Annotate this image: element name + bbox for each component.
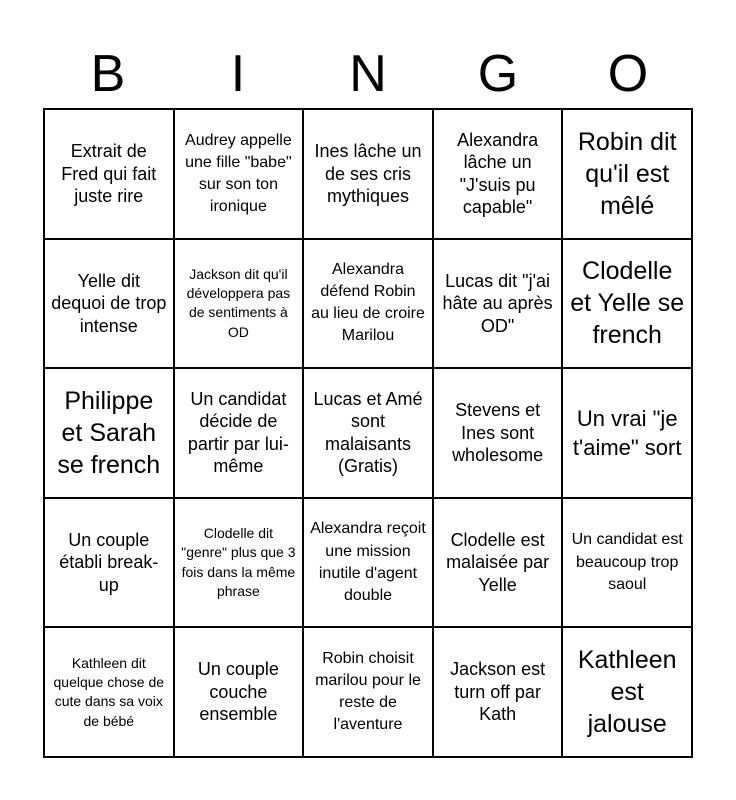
- bingo-header: [43, 40, 693, 108]
- cell-text: Alexandra reçoit une mission inutile d'agent double: [310, 520, 426, 604]
- bingo-cell-r4c4[interactable]: [433, 498, 563, 628]
- bingo-cell-r1c4[interactable]: [433, 109, 563, 239]
- cell-text: Robin dit qu'il est mêlé: [577, 127, 677, 220]
- cell-text: Un candidat décide de partir par lui-même: [187, 388, 289, 477]
- bingo-cell-r5c4[interactable]: [433, 627, 563, 757]
- cell-text: Clodelle dit "genre" plus que 3 fois dans la même phrase: [181, 524, 296, 599]
- bingo-cell-r4c1[interactable]: [44, 498, 174, 628]
- header-letter-n: N: [349, 45, 387, 103]
- cell-text: Jackson est turn off par Kath: [450, 659, 546, 725]
- cell-text: Stevens et Ines sont wholesome: [452, 400, 544, 466]
- bingo-cell-r3c2[interactable]: [174, 368, 304, 498]
- bingo-cell-r5c3[interactable]: [303, 627, 433, 757]
- cell-text: Alexandra lâche un "J'suis pu capable": [457, 129, 539, 218]
- cell-text: Extrait de Fred qui fait juste rire: [61, 141, 157, 207]
- header-letter-o: O: [607, 45, 649, 103]
- cell-text: Un couple couche ensemble: [197, 659, 279, 725]
- cell-text: Lucas dit "j'ai hâte au après OD": [442, 270, 553, 336]
- bingo-cell-r2c1[interactable]: [44, 239, 174, 369]
- cell-text: Robin choisit marilou pour le reste de l'aventure: [315, 650, 421, 734]
- cell-text: Un couple établi break-up: [59, 529, 159, 595]
- bingo-cell-r5c5[interactable]: [562, 627, 692, 757]
- bingo-cell-r1c2[interactable]: [174, 109, 304, 239]
- cell-text: Kathleen est jalouse: [577, 646, 677, 739]
- cell-text: Alexandra défend Robin au lieu de croire Marilou: [311, 261, 425, 345]
- bingo-cell-r4c2[interactable]: [174, 498, 304, 628]
- bingo-cell-r2c3[interactable]: [303, 239, 433, 369]
- bingo-cell-r5c1[interactable]: [44, 627, 174, 757]
- bingo-cell-r3c1[interactable]: [44, 368, 174, 498]
- bingo-cell-r5c2[interactable]: [174, 627, 304, 757]
- cell-text: Audrey appelle une fille "babe" sur son ton ironique: [185, 131, 292, 215]
- bingo-cell-r2c4[interactable]: [433, 239, 563, 369]
- cell-text: Ines lâche un de ses cris mythiques: [314, 141, 422, 207]
- bingo-cell-r3c5[interactable]: [562, 368, 692, 498]
- bingo-cell-r4c5[interactable]: [562, 498, 692, 628]
- cell-text: Clodelle est malaisée par Yelle: [446, 529, 550, 595]
- cell-text: Un candidat est beaucoup trop saoul: [571, 531, 683, 593]
- bingo-cell-r3c3[interactable]: [303, 368, 433, 498]
- cell-text: Yelle dit dequoi de trop intense: [51, 270, 167, 336]
- bingo-cell-r2c5[interactable]: [562, 239, 692, 369]
- bingo-cell-r1c3[interactable]: [303, 109, 433, 239]
- bingo-cell-r4c3[interactable]: [303, 498, 433, 628]
- header-letter-g: G: [477, 45, 519, 103]
- bingo-cell-r2c2[interactable]: [174, 239, 304, 369]
- header-letter-b: B: [90, 45, 126, 103]
- cell-text: Jackson dit qu'il développera pas de sentiments à OD: [186, 265, 291, 340]
- cell-text: Philippe et Sarah se french: [57, 386, 161, 479]
- header-letter-i: I: [230, 45, 246, 103]
- cell-text: Lucas et Amé sont malaisants (Gratis): [313, 388, 423, 477]
- bingo-cell-r1c5[interactable]: [562, 109, 692, 239]
- bingo-cell-r3c4[interactable]: [433, 368, 563, 498]
- cell-text: Un vrai "je t'aime" sort: [572, 405, 682, 460]
- bingo-grid: [43, 108, 693, 758]
- cell-text: Kathleen dit quelque chose de cute dans sa voix de bébé: [53, 654, 165, 729]
- bingo-cell-r1c1[interactable]: [44, 109, 174, 239]
- cell-text: Clodelle et Yelle se french: [570, 257, 685, 350]
